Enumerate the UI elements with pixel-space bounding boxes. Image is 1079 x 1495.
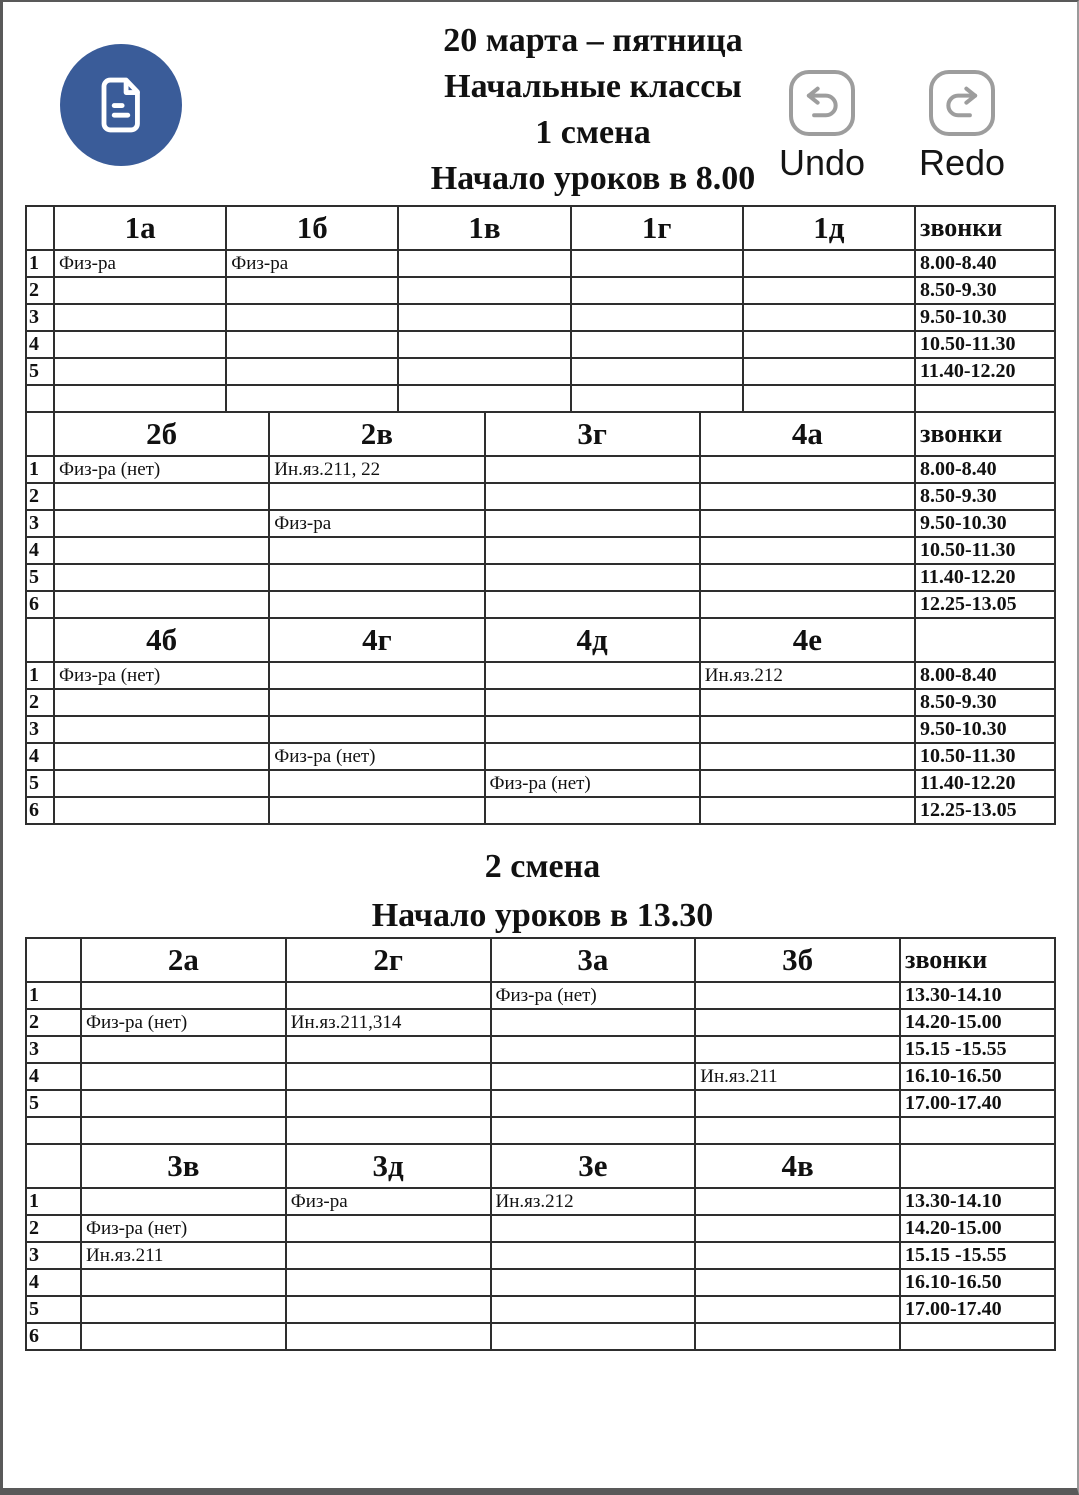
class-header-cell: 4а bbox=[700, 412, 915, 456]
lesson-cell bbox=[54, 304, 226, 331]
lesson-cell bbox=[54, 385, 226, 412]
lesson-cell bbox=[700, 716, 915, 743]
corner-cell bbox=[26, 938, 81, 982]
row-number-cell: 4 bbox=[26, 743, 54, 770]
bell-time-cell: 10.50-11.30 bbox=[915, 331, 1055, 358]
lesson-cell: Ин.яз.212 bbox=[491, 1188, 696, 1215]
row-number-cell: 5 bbox=[26, 358, 54, 385]
class-header-cell: 4д bbox=[485, 618, 700, 662]
lesson-cell bbox=[743, 304, 915, 331]
bell-time-cell bbox=[900, 1117, 1055, 1144]
lesson-cell bbox=[491, 1117, 696, 1144]
bell-time-cell: 17.00-17.40 bbox=[900, 1090, 1055, 1117]
shift1-table-2-holder bbox=[25, 411, 1056, 619]
lesson-cell bbox=[700, 537, 915, 564]
lesson-cell bbox=[571, 304, 743, 331]
bell-time-cell: 14.20-15.00 bbox=[900, 1215, 1055, 1242]
bell-time-cell: 13.30-14.10 bbox=[900, 982, 1055, 1009]
lesson-cell bbox=[485, 591, 700, 618]
lesson-cell bbox=[81, 982, 286, 1009]
lesson-cell bbox=[286, 1036, 491, 1063]
schedule-table bbox=[25, 411, 1056, 619]
table-row bbox=[26, 1117, 1055, 1144]
lesson-cell bbox=[700, 564, 915, 591]
lesson-cell bbox=[695, 1009, 900, 1036]
lesson-cell bbox=[81, 1090, 286, 1117]
header-row bbox=[26, 938, 1055, 982]
lesson-cell bbox=[485, 537, 700, 564]
class-header-cell: 4г bbox=[269, 618, 484, 662]
bell-time-cell: 11.40-12.20 bbox=[915, 358, 1055, 385]
bell-time-cell: 12.25-13.05 bbox=[915, 591, 1055, 618]
bells-header-cell: звонки bbox=[915, 206, 1055, 250]
table-row bbox=[26, 716, 1055, 743]
table-row bbox=[26, 358, 1055, 385]
lesson-cell bbox=[269, 797, 484, 824]
shift2-tables bbox=[25, 937, 1056, 1351]
lesson-cell bbox=[286, 1296, 491, 1323]
row-number-cell: 4 bbox=[26, 1063, 81, 1090]
lesson-cell bbox=[695, 1117, 900, 1144]
bell-time-cell: 11.40-12.20 bbox=[915, 564, 1055, 591]
corner-cell bbox=[26, 412, 54, 456]
row-number-cell: 2 bbox=[26, 483, 54, 510]
lesson-cell bbox=[695, 1188, 900, 1215]
table-row bbox=[26, 510, 1055, 537]
lesson-cell bbox=[695, 1269, 900, 1296]
bell-time-cell: 8.00-8.40 bbox=[915, 662, 1055, 689]
title-line-classes: Начальные классы bbox=[444, 68, 742, 105]
class-header-cell: 1а bbox=[54, 206, 226, 250]
lesson-cell bbox=[269, 662, 484, 689]
table-row bbox=[26, 456, 1055, 483]
lesson-cell bbox=[226, 358, 398, 385]
corner-cell bbox=[26, 618, 54, 662]
row-number-cell: 3 bbox=[26, 510, 54, 537]
bell-time-cell: 15.15 -15.55 bbox=[900, 1242, 1055, 1269]
lesson-cell bbox=[269, 770, 484, 797]
lesson-cell bbox=[695, 1296, 900, 1323]
corner-cell bbox=[26, 1144, 81, 1188]
lesson-cell bbox=[695, 1242, 900, 1269]
table-row bbox=[26, 250, 1055, 277]
bell-time-cell: 10.50-11.30 bbox=[915, 537, 1055, 564]
lesson-cell: Физ-ра (нет) bbox=[269, 743, 484, 770]
row-number-cell: 5 bbox=[26, 1090, 81, 1117]
class-header-cell: 1в bbox=[398, 206, 570, 250]
row-number-cell bbox=[26, 1117, 81, 1144]
lesson-cell bbox=[226, 385, 398, 412]
lesson-cell bbox=[700, 797, 915, 824]
row-number-cell: 4 bbox=[26, 331, 54, 358]
lesson-cell: Физ-ра (нет) bbox=[491, 982, 696, 1009]
lesson-cell bbox=[54, 358, 226, 385]
lesson-cell bbox=[743, 250, 915, 277]
table-row bbox=[26, 770, 1055, 797]
lesson-cell bbox=[269, 537, 484, 564]
shift2-table-1-holder bbox=[25, 937, 1056, 1145]
class-header-cell: 4е bbox=[700, 618, 915, 662]
lesson-cell bbox=[54, 716, 269, 743]
lesson-cell bbox=[54, 510, 269, 537]
header-row bbox=[26, 412, 1055, 456]
class-header-cell: 1д bbox=[743, 206, 915, 250]
schedule-table bbox=[25, 1143, 1056, 1351]
table-row bbox=[26, 689, 1055, 716]
lesson-cell bbox=[695, 1215, 900, 1242]
lesson-cell: Физ-ра (нет) bbox=[485, 770, 700, 797]
lesson-cell bbox=[398, 277, 570, 304]
lesson-cell bbox=[398, 358, 570, 385]
table-row bbox=[26, 1009, 1055, 1036]
lesson-cell: Ин.яз.211,314 bbox=[286, 1009, 491, 1036]
bells-header-cell: звонки bbox=[915, 412, 1055, 456]
lesson-cell bbox=[54, 770, 269, 797]
undo-arrow-icon bbox=[801, 82, 843, 124]
lesson-cell: Физ-ра (нет) bbox=[81, 1009, 286, 1036]
lesson-cell bbox=[491, 1296, 696, 1323]
shift2-heading bbox=[3, 842, 1079, 940]
lesson-cell bbox=[286, 1323, 491, 1350]
row-number-cell: 2 bbox=[26, 689, 54, 716]
lesson-cell bbox=[700, 456, 915, 483]
bell-time-cell: 8.50-9.30 bbox=[915, 277, 1055, 304]
lesson-cell bbox=[226, 304, 398, 331]
lesson-cell bbox=[226, 331, 398, 358]
row-number-cell: 3 bbox=[26, 1036, 81, 1063]
lesson-cell: Ин.яз.211 bbox=[81, 1242, 286, 1269]
lesson-cell bbox=[485, 483, 700, 510]
lesson-cell bbox=[54, 277, 226, 304]
table-row bbox=[26, 1036, 1055, 1063]
row-number-cell: 2 bbox=[26, 277, 54, 304]
class-header-cell: 3г bbox=[485, 412, 700, 456]
class-header-cell: 3е bbox=[491, 1144, 696, 1188]
table-row bbox=[26, 1296, 1055, 1323]
table-row bbox=[26, 1188, 1055, 1215]
lesson-cell bbox=[81, 1063, 286, 1090]
bell-time-cell: 16.10-16.50 bbox=[900, 1269, 1055, 1296]
lesson-cell bbox=[571, 277, 743, 304]
lesson-cell bbox=[286, 1242, 491, 1269]
lesson-cell bbox=[695, 1323, 900, 1350]
row-number-cell: 2 bbox=[26, 1009, 81, 1036]
row-number-cell: 3 bbox=[26, 716, 54, 743]
lesson-cell bbox=[398, 304, 570, 331]
lesson-cell bbox=[491, 1215, 696, 1242]
lesson-cell bbox=[485, 510, 700, 537]
schedule-table bbox=[25, 205, 1056, 413]
class-header-cell: 4в bbox=[695, 1144, 900, 1188]
lesson-cell bbox=[700, 591, 915, 618]
title-line-start1: Начало уроков в 8.00 bbox=[430, 160, 756, 197]
lesson-cell bbox=[485, 689, 700, 716]
table-row bbox=[26, 1215, 1055, 1242]
bell-time-cell: 13.30-14.10 bbox=[900, 1188, 1055, 1215]
shift2-subtitle: Начало уроков в 13.30 bbox=[371, 897, 714, 934]
bell-time-cell: 14.20-15.00 bbox=[900, 1009, 1055, 1036]
class-header-cell: 2г bbox=[286, 938, 491, 982]
corner-cell bbox=[26, 206, 54, 250]
class-header-cell: 3в bbox=[81, 1144, 286, 1188]
schedule-table bbox=[25, 937, 1056, 1145]
lesson-cell bbox=[54, 564, 269, 591]
table-row bbox=[26, 797, 1055, 824]
class-header-cell: 2б bbox=[54, 412, 269, 456]
row-number-cell: 4 bbox=[26, 1269, 81, 1296]
lesson-cell bbox=[54, 331, 226, 358]
shift1-table-1-holder bbox=[25, 205, 1056, 413]
lesson-cell bbox=[491, 1323, 696, 1350]
lesson-cell bbox=[485, 456, 700, 483]
lesson-cell bbox=[398, 385, 570, 412]
bells-header-cell bbox=[900, 1144, 1055, 1188]
lesson-cell bbox=[485, 743, 700, 770]
lesson-cell: Физ-ра bbox=[286, 1188, 491, 1215]
row-number-cell: 6 bbox=[26, 591, 54, 618]
lesson-cell bbox=[743, 385, 915, 412]
row-number-cell: 6 bbox=[26, 1323, 81, 1350]
lesson-cell bbox=[54, 743, 269, 770]
table-row bbox=[26, 537, 1055, 564]
lesson-cell bbox=[398, 331, 570, 358]
lesson-cell bbox=[571, 250, 743, 277]
table-row bbox=[26, 483, 1055, 510]
bell-time-cell: 15.15 -15.55 bbox=[900, 1036, 1055, 1063]
row-number-cell: 3 bbox=[26, 1242, 81, 1269]
lesson-cell bbox=[286, 982, 491, 1009]
table-row bbox=[26, 1242, 1055, 1269]
bell-time-cell: 8.00-8.40 bbox=[915, 456, 1055, 483]
class-header-cell: 3б bbox=[695, 938, 900, 982]
row-number-cell: 1 bbox=[26, 1188, 81, 1215]
lesson-cell bbox=[286, 1269, 491, 1296]
row-number-cell: 4 bbox=[26, 537, 54, 564]
lesson-cell bbox=[695, 982, 900, 1009]
lesson-cell bbox=[700, 743, 915, 770]
lesson-cell: Физ-ра (нет) bbox=[54, 456, 269, 483]
lesson-cell bbox=[485, 662, 700, 689]
lesson-cell bbox=[54, 797, 269, 824]
lesson-cell bbox=[54, 689, 269, 716]
lesson-cell: Физ-ра bbox=[269, 510, 484, 537]
table-row bbox=[26, 277, 1055, 304]
lesson-cell bbox=[695, 1036, 900, 1063]
lesson-cell bbox=[485, 716, 700, 743]
bell-time-cell: 8.00-8.40 bbox=[915, 250, 1055, 277]
row-number-cell: 2 bbox=[26, 1215, 81, 1242]
document-icon-glyph bbox=[87, 71, 155, 139]
lesson-cell: Физ-ра (нет) bbox=[81, 1215, 286, 1242]
row-number-cell: 5 bbox=[26, 770, 54, 797]
table-row bbox=[26, 331, 1055, 358]
lesson-cell bbox=[54, 483, 269, 510]
class-header-cell: 1б bbox=[226, 206, 398, 250]
bell-time-cell: 12.25-13.05 bbox=[915, 797, 1055, 824]
bells-header-cell bbox=[915, 618, 1055, 662]
row-number-cell: 6 bbox=[26, 797, 54, 824]
lesson-cell: Физ-ра bbox=[226, 250, 398, 277]
table-row bbox=[26, 1063, 1055, 1090]
row-number-cell: 3 bbox=[26, 304, 54, 331]
lesson-cell bbox=[54, 591, 269, 618]
table-row bbox=[26, 1269, 1055, 1296]
bell-time-cell: 8.50-9.30 bbox=[915, 483, 1055, 510]
lesson-cell bbox=[485, 797, 700, 824]
row-number-cell: 1 bbox=[26, 250, 54, 277]
lesson-cell bbox=[491, 1063, 696, 1090]
lesson-cell bbox=[743, 277, 915, 304]
table-row bbox=[26, 304, 1055, 331]
lesson-cell bbox=[743, 358, 915, 385]
redo-button[interactable] bbox=[929, 70, 995, 136]
lesson-cell bbox=[81, 1117, 286, 1144]
row-number-cell: 5 bbox=[26, 1296, 81, 1323]
row-number-cell: 1 bbox=[26, 662, 54, 689]
bell-time-cell bbox=[915, 385, 1055, 412]
lesson-cell bbox=[81, 1036, 286, 1063]
lesson-cell bbox=[491, 1269, 696, 1296]
lesson-cell: Ин.яз.211, 22 bbox=[269, 456, 484, 483]
bell-time-cell: 9.50-10.30 bbox=[915, 510, 1055, 537]
bell-time-cell: 11.40-12.20 bbox=[915, 770, 1055, 797]
row-number-cell: 5 bbox=[26, 564, 54, 591]
redo-arrow-icon bbox=[941, 82, 983, 124]
lesson-cell bbox=[269, 591, 484, 618]
lesson-cell: Ин.яз.211 bbox=[695, 1063, 900, 1090]
table-row bbox=[26, 591, 1055, 618]
class-header-cell: 3д bbox=[286, 1144, 491, 1188]
lesson-cell bbox=[700, 689, 915, 716]
undo-label: Undo bbox=[778, 142, 866, 183]
shift2-table-2-holder bbox=[25, 1143, 1056, 1351]
lesson-cell bbox=[695, 1090, 900, 1117]
table-row bbox=[26, 1323, 1055, 1350]
row-number-cell: 1 bbox=[26, 982, 81, 1009]
title-line-date: 20 марта – пятница bbox=[443, 22, 743, 59]
lesson-cell bbox=[491, 1090, 696, 1117]
bell-time-cell: 9.50-10.30 bbox=[915, 304, 1055, 331]
class-header-cell: 2а bbox=[81, 938, 286, 982]
header-row bbox=[26, 206, 1055, 250]
lesson-cell bbox=[286, 1090, 491, 1117]
lesson-cell bbox=[485, 564, 700, 591]
lesson-cell bbox=[700, 483, 915, 510]
table-row bbox=[26, 743, 1055, 770]
lesson-cell bbox=[491, 1242, 696, 1269]
bell-time-cell: 10.50-11.30 bbox=[915, 743, 1055, 770]
lesson-cell bbox=[81, 1296, 286, 1323]
class-header-cell: 4б bbox=[54, 618, 269, 662]
shift1-table-3-holder bbox=[25, 617, 1056, 825]
row-number-cell bbox=[26, 385, 54, 412]
table-row bbox=[26, 385, 1055, 412]
shift1-tables bbox=[25, 205, 1056, 825]
lesson-cell bbox=[700, 770, 915, 797]
lesson-cell bbox=[269, 483, 484, 510]
lesson-cell bbox=[269, 689, 484, 716]
class-header-cell: 1г bbox=[571, 206, 743, 250]
class-header-cell: 2в bbox=[269, 412, 484, 456]
lesson-cell bbox=[700, 510, 915, 537]
lesson-cell bbox=[286, 1215, 491, 1242]
table-row bbox=[26, 662, 1055, 689]
lesson-cell: Физ-ра bbox=[54, 250, 226, 277]
table-row bbox=[26, 1090, 1055, 1117]
header-row bbox=[26, 1144, 1055, 1188]
lesson-cell bbox=[269, 716, 484, 743]
lesson-cell bbox=[571, 331, 743, 358]
bells-header-cell: звонки bbox=[900, 938, 1055, 982]
title-line-shift1: 1 смена bbox=[535, 114, 651, 151]
lesson-cell bbox=[491, 1036, 696, 1063]
lesson-cell bbox=[81, 1269, 286, 1296]
redo-label: Redo bbox=[918, 142, 1006, 183]
lesson-cell bbox=[54, 537, 269, 564]
schedule-table bbox=[25, 617, 1056, 825]
row-number-cell: 1 bbox=[26, 456, 54, 483]
bell-time-cell: 8.50-9.30 bbox=[915, 689, 1055, 716]
shift2-title: 2 смена bbox=[484, 848, 601, 885]
lesson-cell bbox=[226, 277, 398, 304]
bell-time-cell: 17.00-17.40 bbox=[900, 1296, 1055, 1323]
header-row bbox=[26, 618, 1055, 662]
lesson-cell bbox=[571, 385, 743, 412]
lesson-cell bbox=[81, 1323, 286, 1350]
lesson-cell bbox=[743, 331, 915, 358]
lesson-cell: Физ-ра (нет) bbox=[54, 662, 269, 689]
class-header-cell: 3а bbox=[491, 938, 696, 982]
bell-time-cell bbox=[900, 1323, 1055, 1350]
lesson-cell bbox=[286, 1063, 491, 1090]
lesson-cell bbox=[81, 1188, 286, 1215]
table-row bbox=[26, 982, 1055, 1009]
lesson-cell bbox=[491, 1009, 696, 1036]
lesson-cell bbox=[398, 250, 570, 277]
lesson-cell bbox=[269, 564, 484, 591]
lesson-cell bbox=[571, 358, 743, 385]
table-row bbox=[26, 564, 1055, 591]
undo-button[interactable] bbox=[789, 70, 855, 136]
bell-time-cell: 16.10-16.50 bbox=[900, 1063, 1055, 1090]
bell-time-cell: 9.50-10.30 bbox=[915, 716, 1055, 743]
lesson-cell: Ин.яз.212 bbox=[700, 662, 915, 689]
lesson-cell bbox=[286, 1117, 491, 1144]
